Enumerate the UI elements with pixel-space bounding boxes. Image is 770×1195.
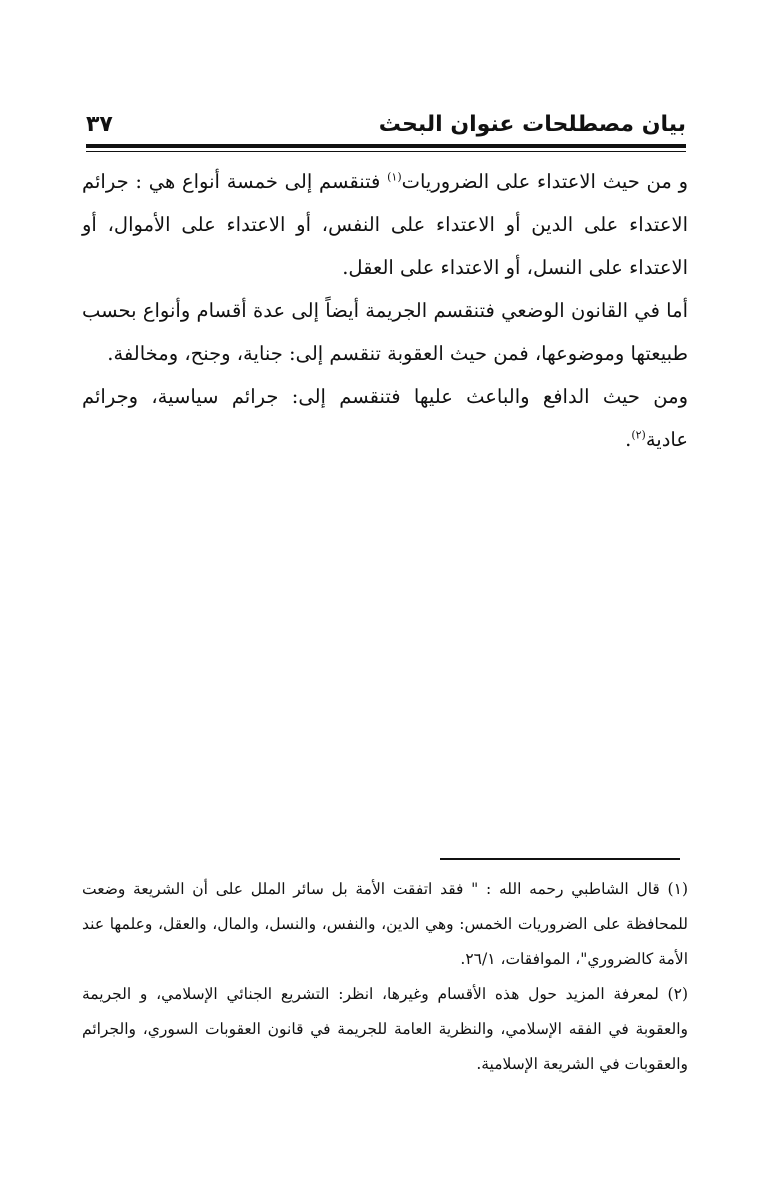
- footnote-ref-2: (٢): [631, 428, 646, 442]
- paragraph-1: [82, 160, 688, 289]
- paragraph-3-end: .: [625, 428, 632, 451]
- paragraph-2: أما في القانون الوضعي فتنقسم الجريمة أيضاً إلى عدة أقسام وأنواع بحسب طبيعتها وموضوعها، فمن حيث العقوبة تنقسم إلى: جناية، وجنح، ومخالفة.: [82, 299, 688, 365]
- main-text: [82, 160, 688, 461]
- footnote-2: (٢) لمعرفة المزيد حول هذه الأقسام وغيرها، انظر: التشريع الجنائي الإسلامي، و الجريمة والعقوبة في الفقه الإسلامي، والنظرية العامة للجريمة في قانون العقوبات السوري، والجرائم والعقوبات في الشريعة الإسلامية.: [82, 985, 688, 1073]
- footnote-ref-1: (١): [387, 170, 402, 184]
- page-number: ٣٧: [86, 112, 113, 137]
- page-header: [86, 108, 686, 144]
- paragraph-3: [82, 375, 688, 461]
- footnote-separator: [440, 858, 680, 860]
- paragraph-1-rest: فتنقسم إلى خمسة أنواع هي : جرائم الاعتداء على الدين أو الاعتداء على النفس، أو الاعتداء على الأموال، أو الاعتداء على النسل، أو الاعتداء على العقل.: [82, 170, 688, 279]
- paragraph-1-text: و من حيث الاعتداء على الضروريات: [401, 170, 688, 193]
- header-rule-thick: [86, 144, 686, 148]
- running-title: بيان مصطلحات عنوان البحث: [378, 112, 686, 137]
- header-rule-thin: [86, 151, 686, 152]
- footnote-1: (١) قال الشاطبي رحمه الله : " فقد اتفقت الأمة بل سائر الملل على أن الشريعة وضعت للمحافظة على الضروريات الخمس: وهي الدين، والنفس، والنسل، والمال، والعقل، وعلمها عند الأمة كالضروري"، الموافقات، ٢٦/١.: [82, 880, 688, 968]
- paragraph-3-text: ومن حيث الدافع والباعث عليها فتنقسم إلى: جرائم سياسية، وجرائم عادية: [82, 385, 688, 451]
- footnotes: [82, 872, 688, 1082]
